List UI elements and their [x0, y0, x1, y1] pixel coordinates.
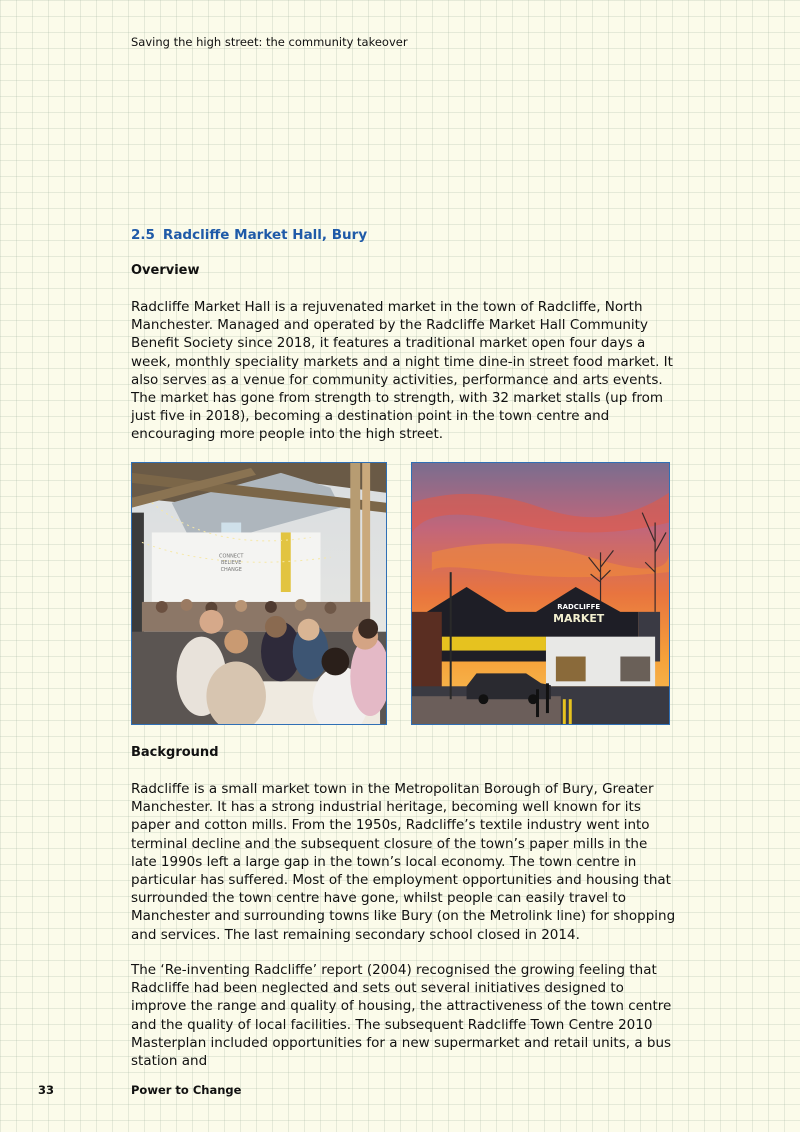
svg-text:RADCLIFFE: RADCLIFFE	[557, 602, 601, 611]
footer-brand: Power to Change	[131, 1083, 242, 1097]
section-number: 2.5	[131, 227, 155, 243]
svg-text:BELIEVE: BELIEVE	[221, 560, 242, 567]
overview-heading: Overview	[131, 263, 200, 278]
svg-text:CHANGE: CHANGE	[220, 567, 242, 574]
market-exterior-photo	[411, 462, 670, 725]
svg-text:CONNECT: CONNECT	[219, 553, 244, 560]
market-interior-photo	[131, 462, 387, 725]
background-paragraph-2: The ‘Re-inventing Radcliffe’ report (2004) recognised the growing feeling that Radcliffe had been neglected and sets out several initiatives designed to improve the range and quality of housing, the attractiveness of the town centre and the quality of local facilities. The subsequent Radcliffe Town Centre 2010 Masterplan included opportunities for a new supermarket and retail units, a bus station and	[131, 962, 672, 1070]
page-number: 33	[38, 1083, 55, 1097]
market-interior-image	[132, 463, 386, 724]
svg-text:MARKET: MARKET	[553, 611, 605, 625]
market-exterior-image	[412, 463, 669, 724]
section-heading	[131, 227, 367, 243]
running-header: Saving the high street: the community takeover	[131, 35, 408, 49]
background-heading: Background	[131, 745, 219, 760]
background-paragraph-1: Radcliffe is a small market town in the Metropolitan Borough of Bury, Greater Manchester. It has a strong industrial heritage, becoming well known for its paper and cotton mills. From the 1950s, Radcliffe’s textile industry went into terminal decline and the subsequent closure of the town’s paper mills in the late 1990s left a large gap in the town’s local economy. The town centre in particular has suffered. Most of the employment opportunities and housing that surrounded the town centre have gone, whilst people can easily travel to Manchester and surrounding towns like Bury (on the Metrolink line) for shopping and services. The last remaining secondary school closed in 2014.	[131, 781, 676, 943]
overview-paragraph: Radcliffe Market Hall is a rejuvenated market in the town of Radcliffe, North Manchester. Managed and operated by the Radcliffe Market Hall Community Benefit Society since 2018, it features a traditional market open four days a week, monthly speciality markets and a night time dine-in street food market. It also serves as a venue for community activities, performance and arts events. The market has gone from strength to strength, with 32 market stalls (up from just five in 2018), becoming a destination point in the town centre and encouraging more people into the high street.	[131, 299, 673, 443]
section-title: Radcliffe Market Hall, Bury	[162, 227, 368, 243]
